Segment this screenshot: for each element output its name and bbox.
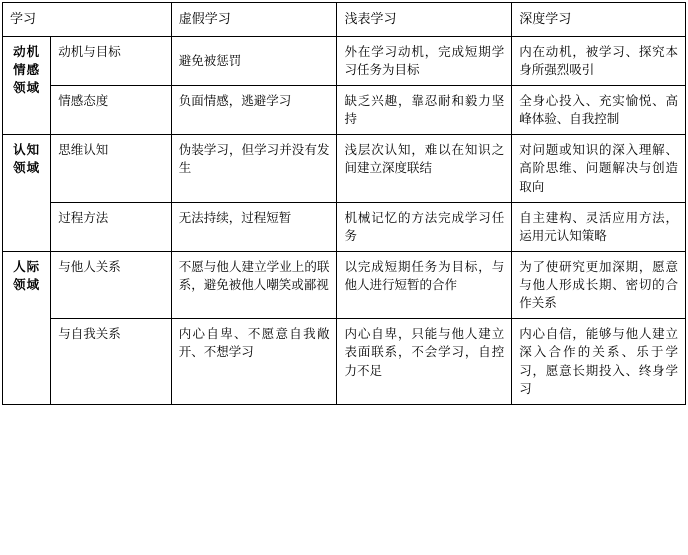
domain-label-text: 认知领域 <box>13 143 41 176</box>
domain-label-text: 人际领域 <box>13 259 41 293</box>
learning-levels-table <box>2 2 686 405</box>
table-row <box>3 319 686 405</box>
aspect-label-emotional-attitude: 情感态度 <box>51 86 172 135</box>
table-row <box>3 202 686 251</box>
aspect-label-relation-with-others: 与他人关系 <box>51 251 172 318</box>
aspect-label-thinking-cognition: 思维认知 <box>51 135 172 202</box>
column-header-false-learning: 虚假学习 <box>171 3 337 37</box>
table-row <box>3 135 686 202</box>
cell-surface-emotional-attitude: 缺乏兴趣，靠忍耐和毅力坚持 <box>337 86 512 135</box>
cell-surface-thinking-cognition: 浅层次认知，难以在知识之间建立深度联结 <box>337 135 512 202</box>
cell-deep-process-method: 自主建构、灵活应用方法， 运用元认知策略 <box>512 202 686 251</box>
table-corner-label: 学习 <box>3 3 172 37</box>
aspect-label-relation-with-self: 与自我关系 <box>51 319 172 405</box>
cell-false-motivation-goal: 避免被惩罚 <box>171 36 337 85</box>
cell-deep-thinking-cognition: 对问题或知识的深入理解、高阶思维、问题解决与创造取向 <box>512 135 686 202</box>
cell-deep-relation-with-self: 内心自信，能够与他人建立深入合作的关系、乐于学习，愿意长期投入、终身学习 <box>512 319 686 405</box>
domain-label-text: 动机情感领域 <box>13 44 41 96</box>
cell-deep-relation-with-others: 为了使研究更加深期，愿意与他人形成长期、密切的合作关系 <box>512 251 686 318</box>
cell-false-thinking-cognition: 伪装学习，但学习并没有发生 <box>171 135 337 202</box>
cell-false-process-method: 无法持续，过程短暂 <box>171 202 337 251</box>
table-row <box>3 36 686 85</box>
cell-surface-relation-with-others: 以完成短期任务为目标，与他人进行短暂的合作 <box>337 251 512 318</box>
domain-label-cognition <box>3 135 51 252</box>
column-header-deep-learning: 深度学习 <box>512 3 686 37</box>
domain-label-motivation-emotion <box>3 36 51 135</box>
aspect-label-motivation-goal: 动机与目标 <box>51 36 172 85</box>
cell-false-relation-with-others: 不愿与他人建立学业上的联系，避免被他人嘲笑或鄙视 <box>171 251 337 318</box>
table-row <box>3 251 686 318</box>
table-header-row <box>3 3 686 37</box>
cell-false-relation-with-self: 内心自卑、不愿意自我敞开、不想学习 <box>171 319 337 405</box>
cell-deep-motivation-goal: 内在动机，被学习、探究本身所强烈吸引 <box>512 36 686 85</box>
table-row <box>3 86 686 135</box>
cell-surface-relation-with-self: 内心自卑，只能与他人建立表面联系，不会学习，自控力不足 <box>337 319 512 405</box>
column-header-surface-learning: 浅表学习 <box>337 3 512 37</box>
domain-label-interpersonal <box>3 251 51 404</box>
cell-surface-motivation-goal: 外在学习动机，完成短期学习任务为目标 <box>337 36 512 85</box>
cell-surface-process-method: 机械记忆的方法完成学习任务 <box>337 202 512 251</box>
cell-false-emotional-attitude: 负面情感，逃避学习 <box>171 86 337 135</box>
aspect-label-process-method: 过程方法 <box>51 202 172 251</box>
cell-deep-emotional-attitude: 全身心投入、充实愉悦、高峰体验、自我控制 <box>512 86 686 135</box>
